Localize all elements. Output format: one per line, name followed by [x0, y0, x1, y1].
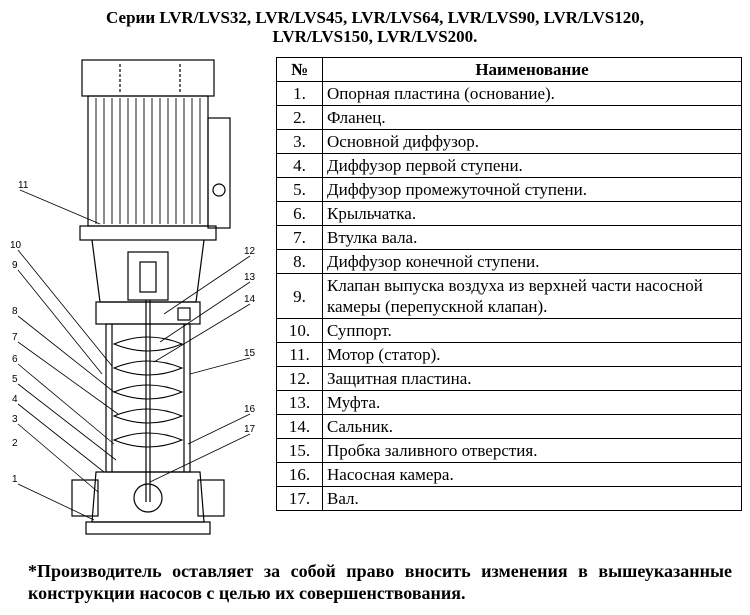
diagram-label-15: 15	[244, 348, 256, 359]
support-bracket	[92, 240, 204, 302]
header-number: №	[277, 58, 323, 82]
row-name: Основной диффузор.	[323, 130, 742, 154]
table-header-row	[277, 58, 742, 82]
row-number: 10.	[277, 319, 323, 343]
motor-body	[88, 96, 208, 226]
row-number: 17.	[277, 487, 323, 511]
row-number: 6.	[277, 202, 323, 226]
table-row	[277, 391, 742, 415]
pump-cross-section-diagram	[0, 52, 272, 552]
table-row	[277, 463, 742, 487]
table-row	[277, 439, 742, 463]
row-number: 16.	[277, 463, 323, 487]
row-number: 11.	[277, 343, 323, 367]
base-plate	[86, 522, 210, 534]
row-number: 4.	[277, 154, 323, 178]
header-name: Наименование	[323, 58, 742, 82]
document-title	[0, 8, 750, 46]
diagram-label-12: 12	[244, 246, 256, 257]
manufacturer-note: *Производитель оставляет за собой право вносить изменения в вышеуказанные конструкции насосов с целью их совершенствования.	[28, 561, 732, 603]
table-row	[277, 106, 742, 130]
table-row	[277, 319, 742, 343]
table-row	[277, 343, 742, 367]
diagram-label-3: 3	[12, 414, 18, 425]
diagram-label-6: 6	[12, 354, 18, 365]
diagram-label-16: 16	[244, 404, 256, 415]
row-name: Сальник.	[323, 415, 742, 439]
row-name: Фланец.	[323, 106, 742, 130]
row-number: 12.	[277, 367, 323, 391]
row-name: Диффузор конечной ступени.	[323, 250, 742, 274]
table-row	[277, 154, 742, 178]
diagram-label-10: 10	[10, 240, 22, 251]
diagram-label-9: 9	[12, 260, 18, 271]
row-name: Втулка вала.	[323, 226, 742, 250]
row-name: Диффузор первой ступени.	[323, 154, 742, 178]
diagram-label-7: 7	[12, 332, 18, 343]
diagram-label-11: 11	[18, 180, 29, 191]
row-number: 3.	[277, 130, 323, 154]
row-number: 14.	[277, 415, 323, 439]
row-name: Муфта.	[323, 391, 742, 415]
row-number: 15.	[277, 439, 323, 463]
row-name: Клапан выпуска воздуха из верхней части насосной камеры (перепускной клапан).	[323, 274, 742, 319]
row-name: Диффузор промежуточной ступени.	[323, 178, 742, 202]
diagram-label-2: 2	[12, 438, 18, 449]
row-number: 8.	[277, 250, 323, 274]
diagram-label-14: 14	[244, 294, 256, 305]
title-line-2: LVR/LVS150, LVR/LVS200.	[272, 27, 478, 46]
row-number: 2.	[277, 106, 323, 130]
table-row	[277, 274, 742, 319]
table-row	[277, 226, 742, 250]
diagram-label-8: 8	[12, 306, 18, 317]
title-line-1: Серии LVR/LVS32, LVR/LVS45, LVR/LVS64, LVR/LVS90, LVR/LVS120,	[106, 8, 644, 27]
row-name: Защитная пластина.	[323, 367, 742, 391]
diagram-label-1: 1	[12, 474, 18, 485]
diagram-label-4: 4	[12, 394, 18, 405]
diagram-label-17: 17	[244, 424, 256, 435]
row-name: Насосная камера.	[323, 463, 742, 487]
row-name: Крыльчатка.	[323, 202, 742, 226]
row-number: 5.	[277, 178, 323, 202]
terminal-box	[208, 118, 230, 228]
row-number: 7.	[277, 226, 323, 250]
row-number: 13.	[277, 391, 323, 415]
table-row	[277, 250, 742, 274]
table-row	[277, 178, 742, 202]
table-row	[277, 130, 742, 154]
diagram-label-13: 13	[244, 272, 256, 283]
base-housing	[92, 472, 204, 522]
row-number: 1.	[277, 82, 323, 106]
row-name: Вал.	[323, 487, 742, 511]
diagram-label-5: 5	[12, 374, 18, 385]
row-name: Мотор (статор).	[323, 343, 742, 367]
table-row	[277, 202, 742, 226]
table-row	[277, 82, 742, 106]
parts-table	[276, 57, 742, 511]
table-row	[277, 415, 742, 439]
row-name: Пробка заливного отверстия.	[323, 439, 742, 463]
row-name: Суппорт.	[323, 319, 742, 343]
table-row	[277, 487, 742, 511]
table-row	[277, 367, 742, 391]
row-name: Опорная пластина (основание).	[323, 82, 742, 106]
row-number: 9.	[277, 274, 323, 319]
motor-fan-cover	[82, 60, 214, 96]
